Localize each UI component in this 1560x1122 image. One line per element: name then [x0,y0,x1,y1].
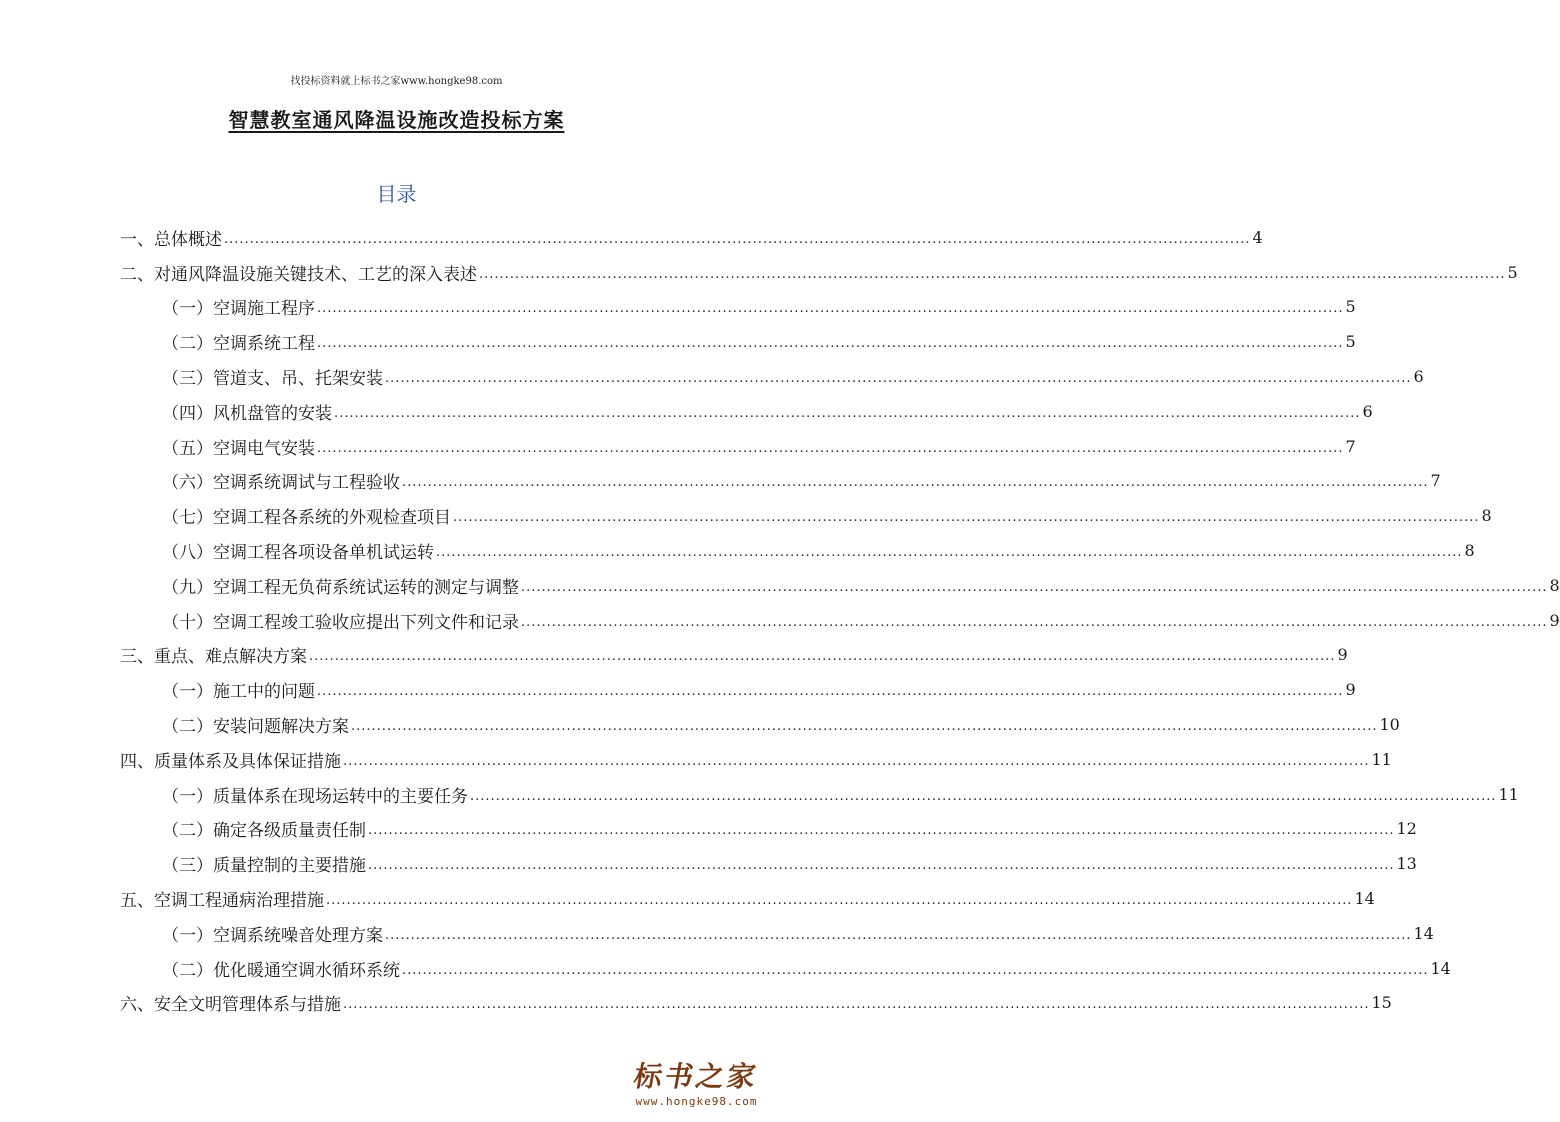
toc-entry[interactable] [120,881,1375,916]
dot-leader: ........................................................................................................................................................................................................ [385,927,1412,943]
toc-entry[interactable] [120,464,1441,499]
toc-entry-page: 13 [1396,854,1417,874]
dot-leader: ........................................................................................................................................................................................................ [334,405,1361,421]
toc-entry[interactable] [120,812,1417,847]
toc-entry-page: 7 [1345,436,1356,456]
toc-entry[interactable] [120,324,1356,359]
toc-entry-label: （一）空调施工程序 [162,299,315,320]
toc-entry-page: 14 [1430,958,1451,978]
watermark-logo: 标书之家 [631,1060,762,1093]
toc-entry-label: 三、重点、难点解决方案 [120,647,307,668]
toc-entry-label: （八）空调工程各项设备单机试运转 [162,543,434,564]
toc-entry-page: 7 [1430,471,1441,491]
toc-entry[interactable] [120,951,1451,986]
toc-entry[interactable] [120,568,1560,603]
toc-entry-page: 9 [1337,645,1348,665]
toc-entry[interactable] [120,220,1263,255]
toc-entry-page: 15 [1371,993,1392,1013]
toc-entry[interactable] [120,255,1518,290]
toc-entry-label: 四、质量体系及具体保证措施 [120,751,341,772]
dot-leader: ........................................................................................................................................................................................................ [385,371,1412,387]
toc-entry[interactable] [120,846,1417,881]
toc-entry-label: （四）风机盘管的安装 [162,403,332,424]
toc-entry[interactable] [120,742,1392,777]
toc-entry[interactable] [120,777,1519,812]
toc-entry-page: 9 [1345,680,1356,700]
dot-leader: ........................................................................................................................................................................................................ [368,823,1395,839]
dot-leader: ........................................................................................................................................................................................................ [351,719,1378,735]
toc-entry-page: 5 [1345,332,1356,352]
toc-entry-page: 14 [1354,889,1375,909]
watermark [614,1055,779,1108]
toc-entry[interactable] [120,429,1356,464]
toc-entry-label: 六、安全文明管理体系与措施 [120,995,341,1016]
dot-leader: ........................................................................................................................................................................................................ [402,475,1429,491]
toc-entry-label: （一）施工中的问题 [162,682,315,703]
toc-entry[interactable] [120,916,1434,951]
toc-entry-page: 9 [1549,610,1560,630]
toc-entry[interactable] [120,707,1400,742]
toc-entry[interactable] [120,359,1424,394]
dot-leader: ........................................................................................................................................................................................................ [317,684,1344,700]
dot-leader: ........................................................................................................................................................................................................ [368,858,1395,874]
toc-entry-label: （一）空调系统噪音处理方案 [162,925,383,946]
toc-entry-page: 8 [1481,506,1492,526]
page-header: 找投标资料就上标书之家www.hongke98.com [290,76,503,87]
dot-leader: ........................................................................................................................................................................................................ [521,579,1548,595]
toc-entry-label: （三）质量控制的主要措施 [162,856,366,877]
dot-leader: ........................................................................................................................................................................................................ [224,231,1251,247]
toc-entry-label: （一）质量体系在现场运转中的主要任务 [162,786,468,807]
toc-entry-page: 11 [1371,749,1392,769]
toc-entry-label: （九）空调工程无负荷系统试运转的测定与调整 [162,577,519,598]
toc-entry-page: 5 [1345,297,1356,317]
toc-entry-label: （三）管道支、吊、托架安装 [162,369,383,390]
toc-entry-page: 14 [1413,923,1434,943]
table-of-contents [120,220,1560,1020]
toc-heading: 目录 [376,182,417,206]
toc-entry-page: 6 [1362,401,1373,421]
toc-entry-label: （二）安装问题解决方案 [162,717,349,738]
toc-entry-page: 8 [1464,541,1475,561]
toc-entry[interactable] [120,290,1356,325]
toc-entry-label: （六）空调系统调试与工程验收 [162,473,400,494]
toc-entry-label: （七）空调工程各系统的外观检查项目 [162,508,451,529]
toc-entry-page: 5 [1507,262,1518,282]
dot-leader: ........................................................................................................................................................................................................ [436,545,1463,561]
dot-leader: ........................................................................................................................................................................................................ [521,614,1548,630]
toc-entry[interactable] [120,394,1373,429]
dot-leader: ........................................................................................................................................................................................................ [317,336,1344,352]
dot-leader: ........................................................................................................................................................................................................ [317,301,1344,317]
toc-entry-page: 6 [1413,367,1424,387]
dot-leader: ........................................................................................................................................................................................................ [402,962,1429,978]
dot-leader: ........................................................................................................................................................................................................ [343,997,1370,1013]
watermark-url: www.hongke98.com [635,1095,758,1108]
toc-entry[interactable] [120,672,1356,707]
toc-entry-page: 11 [1498,784,1519,804]
dot-leader: ........................................................................................................................................................................................................ [479,266,1506,282]
toc-entry[interactable] [120,638,1348,673]
toc-entry[interactable] [120,533,1475,568]
dot-leader: ........................................................................................................................................................................................................ [326,893,1353,909]
toc-entry[interactable] [120,986,1392,1021]
toc-entry-label: （二）确定各级质量责任制 [162,821,366,842]
dot-leader: ........................................................................................................................................................................................................ [343,753,1370,769]
toc-entry-label: 一、总体概述 [120,229,222,250]
toc-entry-page: 10 [1379,715,1400,735]
toc-entry-label: （二）优化暖通空调水循环系统 [162,960,400,981]
toc-entry-label: （五）空调电气安装 [162,438,315,459]
toc-entry-label: （十）空调工程竣工验收应提出下列文件和记录 [162,612,519,633]
toc-entry-page: 8 [1549,575,1560,595]
dot-leader: ........................................................................................................................................................................................................ [453,510,1480,526]
toc-entry[interactable] [120,498,1492,533]
dot-leader: ........................................................................................................................................................................................................ [317,440,1344,456]
toc-entry-label: 二、对通风降温设施关键技术、工艺的深入表述 [120,264,477,285]
toc-entry-label: （二）空调系统工程 [162,334,315,355]
toc-entry[interactable] [120,603,1560,638]
toc-entry-label: 五、空调工程通病治理措施 [120,891,324,912]
toc-entry-page: 12 [1396,819,1417,839]
toc-entry-page: 4 [1252,227,1263,247]
document-title: 智慧教室通风降温设施改造投标方案 [228,108,565,132]
dot-leader: ........................................................................................................................................................................................................ [309,649,1336,665]
dot-leader: ........................................................................................................................................................................................................ [470,788,1497,804]
